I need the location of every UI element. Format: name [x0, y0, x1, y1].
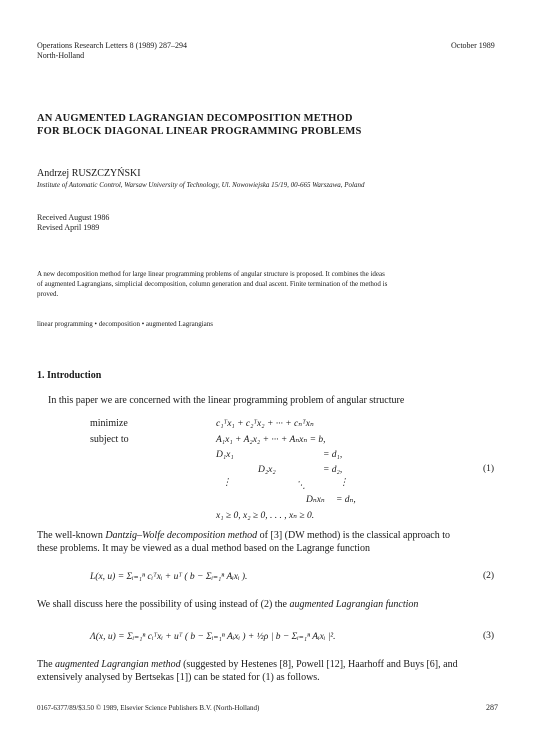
author-name: Andrzej RUSZCZYŃSKI: [37, 168, 141, 179]
augmented-intro-line: [37, 599, 418, 610]
publisher: North-Holland: [37, 51, 85, 60]
emphasis-text: augmented Lagrangian function: [289, 599, 419, 610]
vertical-dots-left: ⋮: [222, 478, 232, 488]
dw-paragraph-line-2: these problems. It may be viewed as a dual method based on the Lagrange function: [37, 543, 370, 554]
received-date: Received August 1986: [37, 213, 110, 222]
keywords: linear programming • decomposition • augmented Lagrangians: [37, 320, 213, 328]
emphasis-text: augmented Lagrangian method: [55, 659, 181, 670]
author-affiliation: Institute of Automatic Control, Warsaw University of Technology, Ul. Nowowiejska 15/19, 00-665 Warszawa, Poland: [37, 181, 365, 189]
equation-number-2: (2): [483, 571, 495, 581]
augmented-lagrangian-function: Λ(x, u) = Σᵢ₌₁ⁿ cᵢᵀxᵢ + uᵀ ( b − Σᵢ₌₁ⁿ Aᵢxᵢ ) + ½ρ | b − Σᵢ₌₁ⁿ Aᵢxᵢ |².: [90, 632, 336, 642]
text-run: We shall discuss here the possibility of using instead of (2) the: [37, 599, 290, 610]
block-n-rhs: = dₙ,: [336, 495, 356, 505]
abstract-line-3: proved.: [37, 290, 59, 298]
coupling-constraint: A₁x₁ + A₂x₂ + ··· + Aₙxₙ = b,: [216, 435, 326, 445]
diagonal-dots: ⋱: [296, 481, 306, 491]
objective-expression: c₁ᵀx₁ + c₂ᵀx₂ + ··· + cₙᵀxₙ: [216, 419, 314, 429]
section-heading: 1. Introduction: [37, 370, 102, 381]
abstract-line-2: of augmented Lagrangians, simplicial decomposition, column generation and dual ascent. Finite termination of the method is: [37, 280, 388, 288]
minimize-label: minimize: [90, 418, 128, 429]
abstract-line-1: A new decomposition method for large linear programming problems of angular structure is proposed. It combines the ideas: [37, 270, 385, 278]
copyright-line: 0167-6377/89/$3.50 © 1989, Elsevier Science Publishers B.V. (North-Holland): [37, 704, 260, 712]
equation-number-3: (3): [483, 631, 495, 641]
block-2-lhs: D₂x₂: [258, 465, 276, 475]
block-n-lhs: Dₙxₙ: [306, 495, 325, 505]
block-1-rhs: = d₁,: [323, 450, 343, 460]
dw-paragraph-line-1: [37, 530, 450, 541]
block-2-rhs: = d₂,: [323, 465, 343, 475]
block-1-lhs: D₁x₁: [216, 450, 234, 460]
text-run: The: [37, 659, 56, 670]
text-run: (suggested by Hestenes [8], Powell [12], Haarhoff and Buys [6], and: [180, 659, 458, 670]
paper-title-line-2: FOR BLOCK DIAGONAL LINEAR PROGRAMMING PROBLEMS: [37, 126, 362, 137]
page-number: 287: [486, 703, 498, 712]
method-paragraph-line-1: [37, 659, 458, 670]
emphasis-text: Dantzig–Wolfe decomposition method: [105, 530, 258, 541]
issue-date: October 1989: [451, 41, 495, 50]
text-run: of [3] (DW method) is the classical approach to: [257, 530, 450, 541]
equation-number-1: (1): [483, 464, 495, 474]
subject-to-label: subject to: [90, 434, 129, 445]
revised-date: Revised April 1989: [37, 223, 100, 232]
vertical-dots-right: ⋮: [339, 478, 349, 488]
method-paragraph-line-2: extensively analysed by Bertsekas [1]) can be stated for (1) as follows.: [37, 672, 320, 683]
intro-paragraph: In this paper we are concerned with the linear programming problem of angular structure: [48, 395, 405, 406]
journal-citation: Operations Research Letters 8 (1989) 287–294: [37, 41, 187, 50]
paper-title-line-1: AN AUGMENTED LAGRANGIAN DECOMPOSITION METHOD: [37, 113, 353, 124]
lagrange-function: L(x, u) = Σᵢ₌₁ⁿ cᵢᵀxᵢ + uᵀ ( b − Σᵢ₌₁ⁿ Aᵢxᵢ ).: [90, 572, 248, 582]
nonnegativity-constraint: x₁ ≥ 0, x₂ ≥ 0, . . . , xₙ ≥ 0.: [216, 511, 315, 521]
text-run: The well-known: [37, 530, 106, 541]
